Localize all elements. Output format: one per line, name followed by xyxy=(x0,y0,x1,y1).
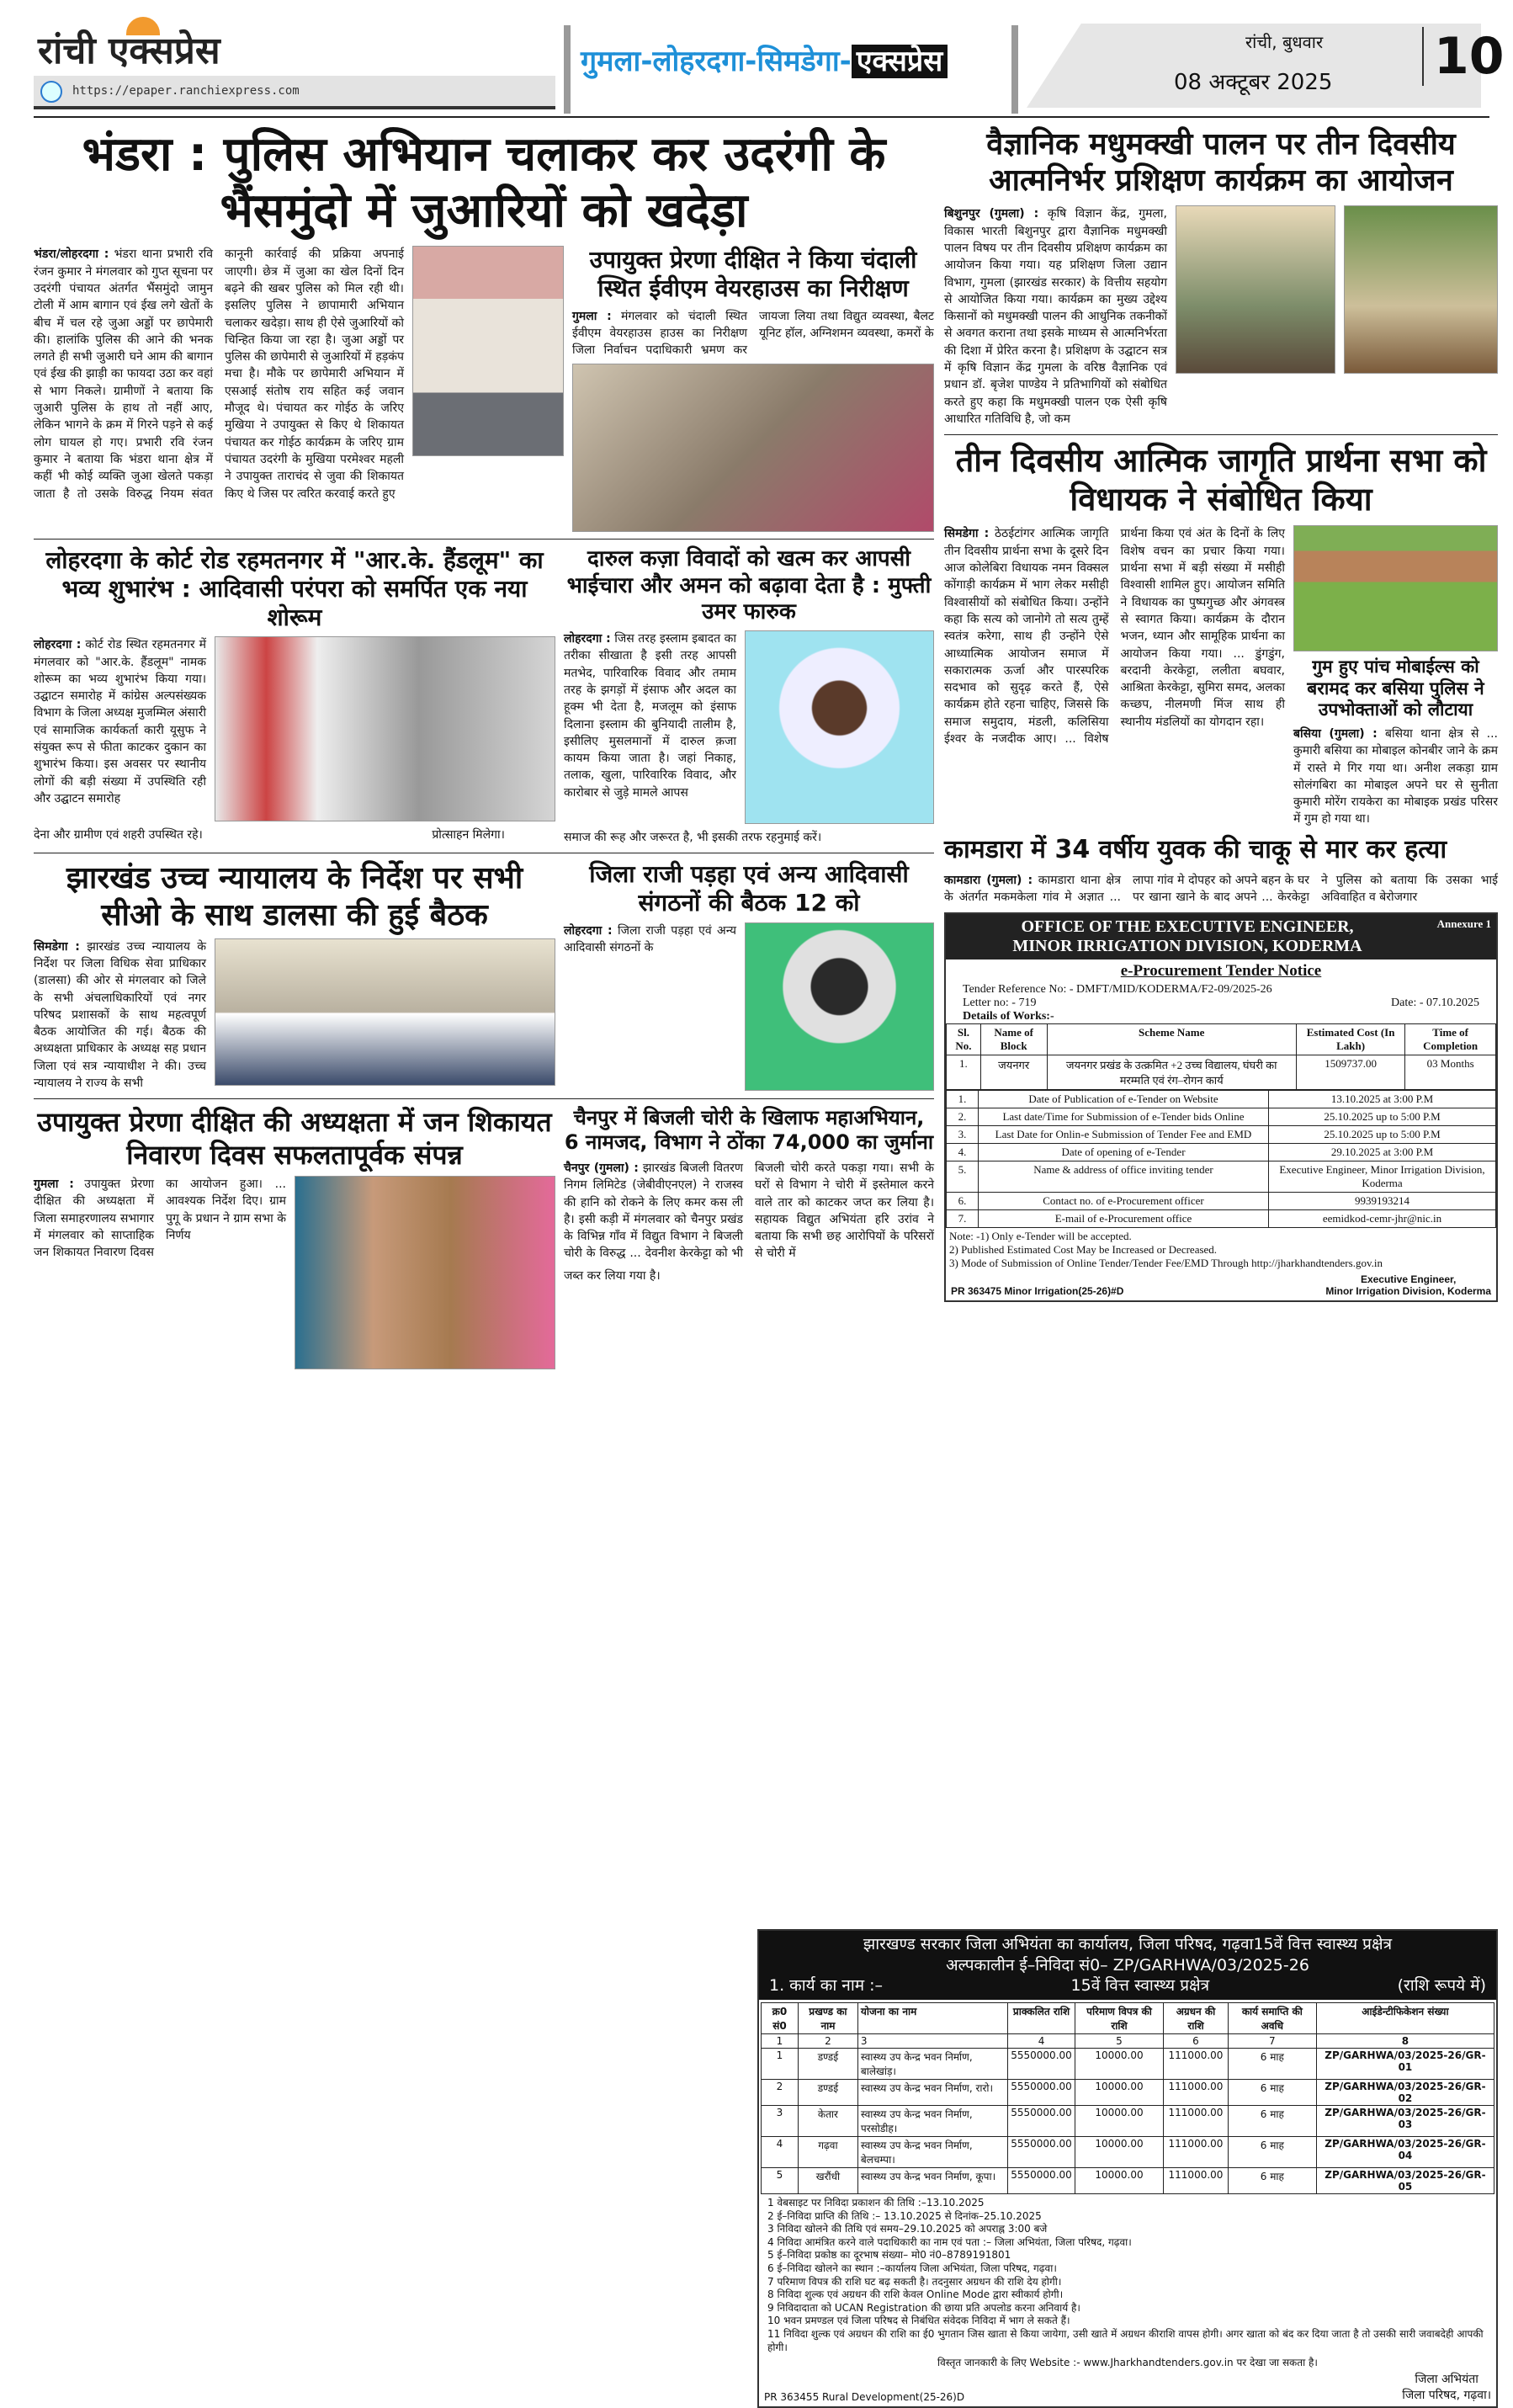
article-body: बसिया थाना क्षेत्र से ... कुमारी बसिया का मोबाइल कोनबीर जाने के क्रम में रास्ते मे गिर गया था। अनीश लकड़ा ग्राम सोलंगबिरा का मोबाइल अपने घर से सुनीता कुमारी मोरेंग रायकेरा का मोबाइक प्रखंड परिसर में गुम हो गया था। xyxy=(1293,726,1498,827)
page-number: 10 xyxy=(1422,27,1505,86)
table-cell: 5550000.00 xyxy=(1008,2168,1075,2194)
schedule-row xyxy=(947,1126,1496,1144)
table-cell: जयनगर प्रखंड के उत्क्रमित +2 उच्च विद्यालय, घंघरी का मरम्मति एवं रंग–रोगन कार्य xyxy=(1047,1055,1296,1090)
table-cell: 4 xyxy=(1008,2034,1075,2049)
dateline: बसिया (गुमला) : xyxy=(1293,726,1378,741)
headline-mobiles: गुम हुए पांच मोबाईल्स को बरामद कर बसिया पुलिस ने उपभोक्ताओं को लौटाया xyxy=(1307,656,1484,720)
annexure-label: Annexure 1 xyxy=(1436,917,1491,931)
tender-ad-garhwa xyxy=(757,1929,1498,2408)
table-cell: 3. xyxy=(947,1126,979,1144)
row-3 xyxy=(34,860,934,1092)
signatory: जिला अभियंता xyxy=(1415,2373,1478,2387)
table-cell: योजना का नाम xyxy=(857,2003,1007,2034)
tender-ad-koderma xyxy=(944,912,1498,1302)
note-line: 9 निविदादाता को UCAN Registration की छाया प्रति अपलोड करना अनिवार्य है। xyxy=(767,2301,1080,2314)
table-cell: 5550000.00 xyxy=(1008,2106,1075,2137)
section-title-dark: एक्सप्रेस xyxy=(852,45,948,78)
table-cell: 2. xyxy=(947,1108,979,1126)
right-column xyxy=(944,126,1498,1302)
table-cell: 1509737.00 xyxy=(1296,1055,1404,1090)
table-cell: 2 xyxy=(798,2034,857,2049)
headline-bhandra: भंडरा : पुलिस अभियान चलाकर कर उदरंगी के भैंसमुंदो में जुआरियों को खदेड़ा xyxy=(82,127,886,239)
row-divider xyxy=(34,539,934,540)
ad-title: OFFICE OF THE EXECUTIVE ENGINEER, xyxy=(1021,917,1354,937)
note-line: 2 ई–निविदा प्राप्ति की तिथि :– 13.10.2025 से दिनांक–25.10.2025 xyxy=(767,2209,1042,2222)
note-line: Note: -1) Only e-Tender will be accepted. xyxy=(949,1230,1132,1243)
article-body: ठेठईटांगर आत्मिक जागृति तीन दिवसीय प्रार्थना सभा के दूसरे दिन आज कोलेबिरा विधायक नमन विक्सल कोंगाड़ी कार्यक्रम में भाग लेकर मसीही विश्वासीयों को संबोधित किया। उन्होंने कहा कि सत्य को जानोगे तो सत्य तुम्हें स्वतंत्र करेगा, साथ ही उन्होंने ऐसे आध्यात्मिक आयोजन समाज में सकारात्मक ऊर्जा और पारस्परिक सदभाव को सुदृढ़ करते हैं, ऐसे कार्यक्रम होते रहना चाहिए, जिससे कि समाज समुदाय, मंडली, कलिसिया ईश्वर के नजदीक आए। ... विशेष प्रार्थना किया एवं अंत के दिनों के लिए विशेष वचन का प्रचार किया गया। प्रार्थना सभा में बड़ी संख्या में मसीही विश्वासी शामिल हुए। आयोजन समिति ने विधायक का पुष्पगुच्छ और अंगवस्त्र से स्वागत किया। कार्यक्रम के दौरान भजन, ध्यान और सामूहिक प्रार्थना का आयोजन किया गया। ... डुंगडुंग, बरदानी केरकेट्टा, ललीता बघवार, आश्रिता केरकेट्टा, सुमिरा समद, अलका कच्छप, नीलमणी मिंज साथ ही स्थानीय मंडलियों का योगदान रहा। xyxy=(944,527,1285,746)
notes xyxy=(759,2197,1496,2354)
article-bees xyxy=(944,205,1498,428)
article-darul-qaza-body xyxy=(564,630,736,801)
city-day: रांची, बुधवार xyxy=(1245,32,1324,52)
website-line[interactable]: विस्तृत जानकारी के लिए Website :- www.Jharkhandtenders.gov.in पर देखा जा सकता है। xyxy=(937,2357,1318,2369)
article-chainpur xyxy=(564,1106,934,1284)
article-chainpur-footer: जब्त कर लिया गया है। xyxy=(564,1268,661,1283)
table-cell: जयनगर xyxy=(980,1055,1047,1090)
table-cell: Executive Engineer, Minor Irrigation Division, Koderma xyxy=(1269,1161,1496,1193)
article-body: जिला राजी पड़हा एवं अन्य आदिवासी संगठनों के xyxy=(564,923,736,954)
table-cell: 25.10.2025 up to 5:00 P.M xyxy=(1269,1126,1496,1144)
table-cell: 10000.00 xyxy=(1075,2106,1163,2137)
dateline: सिमडेगा : xyxy=(944,527,990,541)
ad-header xyxy=(759,1931,1496,2000)
section-title xyxy=(581,40,948,79)
table-cell: स्वास्थ्य उप केन्द्र भवन निर्माण, बालेखांड़। xyxy=(857,2049,1007,2080)
table-row xyxy=(762,2106,1494,2137)
dateline: गुमला : xyxy=(34,1177,74,1192)
table-cell: Estimated Cost (In Lakh) xyxy=(1296,1024,1404,1055)
headline-jan-shikayat: उपायुक्त प्रेरणा दीक्षित की अध्यक्षता में जन शिकायत निवारण दिवस सफलतापूर्वक संपन्न xyxy=(37,1106,552,1171)
pr-number: PR 363475 Minor Irrigation(25-26)#D xyxy=(951,1285,1124,1298)
dateline: लोहरदगा : xyxy=(564,923,613,938)
article-bhandra xyxy=(34,246,564,502)
photo-grievance-hearing xyxy=(295,1176,555,1369)
article-mobiles-body xyxy=(1293,726,1498,828)
note-line: 1 वेबसाइट पर निविदा प्रकाशन की तिथि :–13.10.2025 xyxy=(767,2197,985,2209)
article-body: झारखंड बिजली वितरण निगम लिमिटेड (जेबीवीएनएल) ने राजस्व की हानि को रोकने के लिए कमर कस ली है। इसी कड़ी में मंगलवार को चैनपुर प्रखंड के विभिन्न गाँव में विद्युत विभाग ने बिजली चोरी के विरुद्ध ... देवनीश केरकेट्टा को भी बिजली चोरी करते पकड़ा गया। सभी के घरों से विभाग ने चोरी में इस्तेमाल करने वाले तार को काटकर जप्त कर लिया है। सहायक विद्युत अभियंता हरि उरांव ने बताया कि सभी छह आरोपियों के परिसरों से चोरी में xyxy=(564,1161,934,1261)
article-chainpur-body xyxy=(564,1160,934,1262)
headline-kamdara: कामडारा में 34 वर्षीय युवक की चाकू से मार कर हत्या xyxy=(944,834,1447,864)
table-cell: 111000.00 xyxy=(1164,2106,1229,2137)
work-name: 15वें वित्त स्वास्थ्य प्रक्षेत्र xyxy=(1070,1976,1210,1996)
work-label: 1. कार्य का नाम :– xyxy=(769,1976,884,1996)
article-body: मंगलवार को चंदाली स्थित ईवीएम वेयरहाउस हाउस का निरीक्षण जिला निर्वाचन पदाधिकारी भ्रमण कर जायजा लिया तथा विद्युत व्यवस्था, बैलट यूनिट हॉल, अग्निशमन व्यवस्था, कमरों के xyxy=(572,309,934,358)
note-line: 7 परिमाण विपत्र की राशि घट बढ़ सकती है। तदनुसार अग्रधन की राशि देय होगी। xyxy=(767,2275,1062,2288)
table-cell: 5 xyxy=(762,2168,799,2194)
table-cell: Name & address of office inviting tender xyxy=(979,1161,1269,1193)
photo-procession xyxy=(1293,525,1498,651)
pr-number: PR 363455 Rural Development(25-26)D xyxy=(764,2391,965,2404)
ad-title: झारखण्ड सरकार जिला अभियंता का कार्यालय, जिला परिषद, गढ़वा15वें वित्त स्वास्थ्य प्रक्षेत्र xyxy=(863,1935,1393,1954)
table-cell: 9939193214 xyxy=(1269,1193,1496,1210)
column-number-row xyxy=(762,2034,1494,2049)
table-cell: ZP/GARHWA/03/2025-26/GR-01 xyxy=(1316,2049,1494,2080)
signatory: Executive Engineer, xyxy=(1360,1273,1457,1286)
dateline: कामडारा (गुमला) : xyxy=(944,873,1033,887)
photo-showroom-inauguration xyxy=(215,636,555,821)
dateline: बिशुनपुर (गुमला) : xyxy=(944,207,1039,221)
table-cell: 10000.00 xyxy=(1075,2168,1163,2194)
photo-portrait xyxy=(745,922,934,1091)
row-4 xyxy=(34,1106,934,1369)
table-cell: ZP/GARHWA/03/2025-26/GR-05 xyxy=(1316,2168,1494,2194)
note-line: 8 निविदा शुल्क एवं अग्रधन की राशि केवल Online Mode द्वारा स्वीकार्य होगी। xyxy=(767,2288,1064,2301)
table-cell: 1 xyxy=(762,2034,799,2049)
table-cell: गढ़वा xyxy=(798,2137,857,2168)
photo-mufti-portrait xyxy=(745,630,934,824)
article-prayer-meeting xyxy=(944,525,1498,827)
table-cell: 1. xyxy=(947,1091,979,1108)
photo-evm-inspection xyxy=(572,364,934,532)
table-cell: ZP/GARHWA/03/2025-26/GR-04 xyxy=(1316,2137,1494,2168)
article-body: कोर्ट रोड स्थित रहमतनगर में मंगलवार को "आर.के. हैंडलूम" नामक शोरूम का भव्य शुभारंभ किया गया। उद्घाटन समारोह में कांग्रेस अल्पसंख्यक विभाग के जिला अध्यक्ष मुजम्मिल अंसारी एवं सामाजिक कार्यकर्ता कारी यूसुफ ने संयुक्त रूप से फीता काटकर दुकान का शुभारंभ किया। इस अवसर पर स्थानीय लोगों की बड़ी संख्या में उपस्थिति रही और उद्घाटन समारोह xyxy=(34,638,206,805)
note-line: 5 ई–निविदा प्रकोष्ठ का दूरभाष संख्या– मो0 नं0–8789191801 xyxy=(767,2249,1011,2262)
table-cell: 6 माह xyxy=(1228,2049,1316,2080)
letter-no: Letter no: - 719 xyxy=(963,997,1037,1010)
article-kamdara xyxy=(944,872,1498,906)
schedule-row xyxy=(947,1091,1496,1108)
table-cell: 111000.00 xyxy=(1164,2137,1229,2168)
table-cell: Sl. No. xyxy=(947,1024,981,1055)
table-cell: 3 xyxy=(857,2034,1007,2049)
article-handloom-body xyxy=(34,636,206,807)
epaper-url[interactable]: https://epaper.ranchiexpress.com xyxy=(72,84,300,98)
table-cell: Date of Publication of e-Tender on Website xyxy=(979,1091,1269,1108)
article-evm xyxy=(572,246,934,532)
note-line: 4 निविदा आमंत्रित करने वाले पदाधिकारी का नाम एवं पता :– जिला अभियंता, जिला परिषद, गढ़वा। xyxy=(767,2235,1132,2248)
table-cell: Scheme Name xyxy=(1047,1024,1296,1055)
table-row xyxy=(762,2168,1494,2194)
schedule-row xyxy=(947,1108,1496,1126)
article-dalsa-footer: प्रोत्साहन मिलेगा। xyxy=(432,828,505,843)
table-cell: 5 xyxy=(1075,2034,1163,2049)
table-cell: 6. xyxy=(947,1193,979,1210)
table-cell: 6 xyxy=(1164,2034,1229,2049)
issue-date: 08 अक्टूबर 2025 xyxy=(1174,70,1333,95)
article-mobiles xyxy=(1293,525,1498,827)
table-cell: 6 माह xyxy=(1228,2080,1316,2106)
table-cell: 5. xyxy=(947,1161,979,1193)
dateline: लोहरदगा : xyxy=(34,638,82,652)
table-cell: 5550000.00 xyxy=(1008,2137,1075,2168)
table-cell: स्वास्थ्य उप केन्द्र भवन निर्माण, परसोडीह। xyxy=(857,2106,1007,2137)
table-row xyxy=(762,2137,1494,2168)
reference-no: Tender Reference No: - DMFT/MID/KODERMA/F2-09/2025-26 xyxy=(963,983,1272,997)
table-cell: स्वास्थ्य उप केन्द्र भवन निर्माण, कूपा। xyxy=(857,2168,1007,2194)
article-jan-shikayat-body xyxy=(34,1176,286,1261)
ad-subtitle: अल्पकालीन ई–निविदा सं0– ZP/GARHWA/03/2025-26 xyxy=(946,1955,1309,1975)
note-line: 10 भवन प्रमण्डल एवं जिला परिषद से निबंधित संवेदक निविदा में भाग ले सकते हैं। xyxy=(767,2315,1070,2327)
article-prayer-meeting-body xyxy=(944,525,1285,747)
table-cell: 6 माह xyxy=(1228,2137,1316,2168)
dateline: सिमडेगा : xyxy=(34,939,80,954)
table-cell: 10000.00 xyxy=(1075,2049,1163,2080)
table-cell: 4. xyxy=(947,1144,979,1161)
note-line: 11 निविदा शुल्क एवं अग्रधन की राशि का ई0 भुगतान जिस खाता से किया जायेगा, उसी खाते में अग्रधन कीराशि वापस होगी। अगर खाता को बंद कर दिया जाता है तो उसकी सारी जवाबदेही आपकी होगी। xyxy=(767,2328,1484,2353)
schedule-table xyxy=(946,1090,1496,1228)
headline-dalsa: झारखंड उच्च न्यायालय के निर्देश पर सभी सीओ के साथ डालसा की हुई बैठक xyxy=(66,861,523,933)
headline-darul-qaza: दारुल कज़ा विवादों को खत्म कर आपसी भाईचारा और अमन को बढ़ावा देता है : मुफ्ती उमर फारुक xyxy=(566,546,932,625)
table-cell: 5550000.00 xyxy=(1008,2049,1075,2080)
table-cell: Last date/Time for Submission of e-Tender bids Online xyxy=(979,1108,1269,1126)
article-evm-body xyxy=(572,308,934,359)
table-row xyxy=(947,1055,1496,1090)
schedule-row xyxy=(947,1161,1496,1193)
table-cell: आईडेन्टीफिकेशन संख्या xyxy=(1316,2003,1494,2034)
table-cell: Time of Completion xyxy=(1405,1024,1496,1055)
section-title-main: गुमला-लोहरदगा-सिमडेगा- xyxy=(581,45,852,78)
article-bhandra-body xyxy=(34,246,404,502)
notes xyxy=(946,1228,1496,1272)
table-cell: 3 xyxy=(762,2106,799,2137)
table-cell: क्र0 सं0 xyxy=(762,2003,799,2034)
notice-title: e-Procurement Tender Notice xyxy=(1120,962,1322,981)
article-body: भंडरा थाना प्रभारी रवि रंजन कुमार ने मंगलवार को गुप्त सूचना पर उदरंगी पंचायत अंतर्गत भैंसमुंदो जामुन टोली में आम बागान एवं ईख लगे खेतों के बीच में चल रहे जुआ अड्डों पर छापेमारी की। हालांकि पुलिस की आने की भनक लगते ही सभी जुआरी घने आम की बागान एवं ईख की झाड़ी का फायदा उठा कर वहां से भाग निकले। ग्रामीणों ने बताया कि जुआरी पुलिस के हाथ तो नहीं आए, लेकिन भागने के क्रम में गिरने पड़ने से कई लोग घायल हो गए। प्रभारी रवि रंजन कुमार ने बताया कि भंडरा थाना क्षेत्र में कहीं भी कोई व्यक्ति जुआ खेलते पकड़ा जाता है तो उसके विरुद्ध नियम संवत कानूनी कार्रवाई की प्रक्रिया अपनाई जाएगी। छेत्र में जुआ का खेल दिनों दिन बढ़ने की खबर पुलिस को मिल रही थी। इसलिए पुलिस ने छापामारी अभियान चलाकर खदेड़ा। साथ ही ऐसे जुआरियों को चिन्हित किया जा रहा है। जुआ अड्डों पर पुलिस की छापेमारी से जुआरियों में हड़कंप मचा है। मौके पर छापेमारी अभियान में एसआई संतोष राय सहित कई जवान मौजूद थे। पंचायत कर गोईठ के जरिए मुखिया ने उपायुक्त से किए थे शिकायत पंचायत कर गोईठ कार्यक्रम के जरिए ग्राम पंचायत उदरंगी के मुखिया परमेश्वर महली ने उपायुक्त ताराचंद से जुवा की शिकायत किए थे जिस पर त्वरित करवाई करते हुए xyxy=(34,247,404,501)
table-cell: परिमाण विपत्र की राशि xyxy=(1075,2003,1163,2034)
article-dalsa xyxy=(34,860,555,1092)
article-body: कामडारा थाना क्षेत्र के अंतर्गत मकमकेला गांव मे अज्ञात ... लापा गांव मे दोपहर को अपने बहन के घर पर खाना खाने के बाद अपने ... केरकेट्टा ने पुलिस को बताया कि उसका भाई अविवाहित व बेरोजगार xyxy=(944,873,1498,905)
table-cell: 2 xyxy=(762,2080,799,2106)
table-cell: 1. xyxy=(947,1055,981,1090)
table-cell: प्राक्कलित राशि xyxy=(1008,2003,1075,2034)
table-cell: स्वास्थ्य उप केन्द्र भवन निर्माण, रारो। xyxy=(857,2080,1007,2106)
row-2 xyxy=(34,546,934,846)
table-cell: 1 xyxy=(762,2049,799,2080)
note-line: 2) Published Estimated Cost May be Increased or Decreased. xyxy=(949,1243,1218,1257)
hand-pointer-icon xyxy=(40,81,62,103)
note-line: 3) Mode of Submission of Online Tender/Tender Fee/EMD Through http://jharkhandtenders.gov.in xyxy=(949,1257,1383,1270)
headline-bees: वैज्ञानिक मधुमक्खी पालन पर तीन दिवसीय आत्मनिर्भर प्रशिक्षण कार्यक्रम का आयोजन xyxy=(986,127,1456,199)
headline-evm: उपायुक्त प्रेरणा दीक्षित ने किया चंदाली स्थित ईवीएम वेयरहाउस का निरीक्षण xyxy=(589,246,917,302)
table-cell: कार्य समाप्ति की अवधि xyxy=(1228,2003,1316,2034)
headline-handloom: लोहरदगा के कोर्ट रोड रहमतनगर में "आर.के. हैंडलूम" का भव्य शुभारंभ : आदिवासी परंपरा को समर्पित एक नया शोरूम xyxy=(45,546,544,631)
table-cell: E-mail of e-Procurement office xyxy=(979,1210,1269,1228)
table-cell: 6 माह xyxy=(1228,2168,1316,2194)
table-cell: खरौंधी xyxy=(798,2168,857,2194)
ad-header xyxy=(946,914,1496,959)
article-bees-body xyxy=(944,205,1167,428)
table-cell: 29.10.2025 at 3:00 P.M xyxy=(1269,1144,1496,1161)
photo-dalsa-meeting xyxy=(215,938,555,1086)
row-1 xyxy=(34,246,934,532)
article-raji-padha-body xyxy=(564,922,736,957)
schedule-row xyxy=(947,1210,1496,1228)
article-body: कृषि विज्ञान केंद्र, गुमला, विकास भारती बिशुनपुर द्वारा वैज्ञानिक मधुमक्खी पालन विषय पर तीन दिवसीय प्रशिक्षण कार्यक्रम का आयोजन किया गया। यह प्रशिक्षण जिला उद्यान विभाग, गुमला (झारखंड सरकार) के वित्तीय सहयोग से आयोजित किया गया। कार्यक्रम का मुख्य उद्देश्य किसानों को मधुमक्खी पालन की आधुनिक तकनीकों से अवगत कराना तथा इसके माध्यम से आत्मनिर्भरता की दिशा में प्रेरित करना है। प्रशिक्षण के उद्घाटन सत्र में कृषि विज्ञान केंद्र गुमला के वरिष्ठ वैज्ञानिक एवं प्रधान डॉ. बृजेश पाण्डेय ने प्रतिभागियों को संबोधित करते हुए कहा कि मधुमक्खी पालन एक ऐसी कृषि आधारित गतिविधि है, जो कम xyxy=(944,207,1167,426)
headline-prayer-meeting: तीन दिवसीय आत्मिक जागृति प्रार्थना सभा को विधायक ने संबोधित किया xyxy=(955,442,1487,518)
photo-police-station xyxy=(412,246,564,456)
article-jan-shikayat xyxy=(34,1106,555,1369)
article-dalsa-body xyxy=(34,938,206,1092)
schedule-row xyxy=(947,1144,1496,1161)
article-handloom xyxy=(34,546,555,843)
row-divider xyxy=(944,434,1498,435)
amount-unit: (राशि रूपये में) xyxy=(1397,1976,1486,1996)
details-label: Details of Works:- xyxy=(963,1010,1054,1023)
table-cell: स्वास्थ्य उप केन्द्र भवन निर्माण, बेलचम्पा। xyxy=(857,2137,1007,2168)
table-row xyxy=(762,2049,1494,2080)
ad-title: MINOR IRRIGATION DIVISION, KODERMA xyxy=(1012,937,1362,956)
article-darul-footer: समाज की रूह और जरूरत है, भी इसकी तरफ रहनुमाई करें। xyxy=(564,831,822,845)
table-header-row xyxy=(947,1024,1496,1055)
table-cell: प्रखण्ड का नाम xyxy=(798,2003,857,2034)
table-cell: 111000.00 xyxy=(1164,2049,1229,2080)
note-line: 3 निविदा खोलने की तिथि एवं समय–29.10.2025 को अपराह्न 3:00 बजे xyxy=(767,2223,1048,2235)
table-cell: 03 Months xyxy=(1405,1055,1496,1090)
table-cell: 4 xyxy=(762,2137,799,2168)
row-divider xyxy=(34,1098,934,1099)
table-cell: ZP/GARHWA/03/2025-26/GR-03 xyxy=(1316,2106,1494,2137)
table-cell: केतार xyxy=(798,2106,857,2137)
table-cell: Name of Block xyxy=(980,1024,1047,1055)
dateline: गुमला : xyxy=(572,309,612,323)
photo-training-room xyxy=(1176,205,1335,374)
table-cell: eemidkod-cemr-jhr@nic.in xyxy=(1269,1210,1496,1228)
headline-raji-padha: जिला राजी पड़हा एवं अन्य आदिवासी संगठनों की बैठक 12 को xyxy=(589,860,909,917)
table-cell: 7. xyxy=(947,1210,979,1228)
dateline: चैनपुर (गुमला) : xyxy=(564,1161,639,1175)
signatory: Minor Irrigation Division, Koderma xyxy=(1325,1285,1491,1298)
newspaper-logo: रांची एक्सप्रेस xyxy=(38,29,220,72)
table-cell: 7 xyxy=(1228,2034,1316,2049)
table-cell: Date of opening of e-Tender xyxy=(979,1144,1269,1161)
left-column xyxy=(34,126,934,1369)
dateline: भंडरा/लोहरदगा : xyxy=(34,247,109,262)
article-body: उपायुक्त प्रेरणा दीक्षित की अध्यक्षता में जिला समाहरणालय सभागार में मंगलवार को साप्ताहिक जन शिकायत निवारण दिवस का आयोजन हुआ। ... आवश्यक निर्देश दिए। ग्राम पुगू के प्रधान ने ग्राम सभा के निर्णय xyxy=(34,1177,286,1260)
article-raji-padha xyxy=(564,860,934,1090)
table-cell: 8 xyxy=(1316,2034,1494,2049)
table-row xyxy=(762,2080,1494,2106)
note-line: 6 ई–निविदा खोलने का स्थान :–कार्यालय जिला अभियंता, जिला परिषद, गढ़वा। xyxy=(767,2262,1057,2275)
article-handloom-footer: देना और ग्रामीण एवं शहरी उपस्थित रहे। xyxy=(34,828,203,843)
table-cell: Last Date for Onlin-e Submission of Tender Fee and EMD xyxy=(979,1126,1269,1144)
signatory: जिला परिषद, गढ़वा। xyxy=(1402,2389,1491,2403)
table-cell: ZP/GARHWA/03/2025-26/GR-02 xyxy=(1316,2080,1494,2106)
table-cell: अग्रधन की राशि xyxy=(1164,2003,1229,2034)
works-table xyxy=(946,1023,1496,1090)
masthead-divider xyxy=(34,116,1489,118)
photo-training-participants xyxy=(1344,205,1498,374)
table-cell: 10000.00 xyxy=(1075,2080,1163,2106)
table-cell: 111000.00 xyxy=(1164,2168,1229,2194)
table-header-row xyxy=(762,2003,1494,2034)
table-cell: 5550000.00 xyxy=(1008,2080,1075,2106)
table-cell: 10000.00 xyxy=(1075,2137,1163,2168)
table-cell: डण्डई xyxy=(798,2080,857,2106)
table-cell: डण्डई xyxy=(798,2049,857,2080)
table-cell: 25.10.2025 up to 5:00 P.M xyxy=(1269,1108,1496,1126)
table-cell: Contact no. of e-Procurement officer xyxy=(979,1193,1269,1210)
garhwa-table xyxy=(761,2002,1494,2194)
table-cell: 6 माह xyxy=(1228,2106,1316,2137)
article-darul-qaza xyxy=(564,546,934,846)
ad-date: Date: - 07.10.2025 xyxy=(1391,997,1479,1010)
headline-chainpur: चैनपुर में बिजली चोरी के खिलाफ महाअभियान, 6 नामजद, विभाग ने ठोंका 74,000 का जुर्माना xyxy=(564,1106,934,1155)
schedule-row xyxy=(947,1193,1496,1210)
article-body: झारखंड उच्च न्यायालय के निर्देश पर जिला विधिक सेवा प्राधिकार (डालसा) की ओर से मंगलवार को जिले के सभी अंचलाधिकारियों एवं नगर परिषद प्रशासकों के साथ महत्वपूर्ण बैठक आयोजित की गई। बैठक की अध्यक्षता प्राधिकार के अध्यक्ष सह प्रधान जिला एवं सत्र न्यायाधीश ने की। उच्च न्यायालय ने राज्य के सभी xyxy=(34,939,207,1091)
table-cell: 111000.00 xyxy=(1164,2080,1229,2106)
dateline: लोहरदगा : xyxy=(564,632,611,646)
table-cell: 13.10.2025 at 3:00 P.M xyxy=(1269,1091,1496,1108)
article-body: जिस तरह इस्लाम इबादत का तरीका सीखाता है इसी तरह आपसी मतभेद, पारिवारिक विवाद और तमाम तरह के झगड़ों में इंसाफ और अदल का हूक्म भी देता है, मजलूम को इंसाफ दिलाना इस्लाम की बुनियादी तालीम है, इसीलिए मुसलमानों में दारुल क़जा कायम किया जाता है। जहां निकाह, तलाक, खुला, पारिवारिक विवाद, और कारोबार से जुड़े मामले आपस xyxy=(564,632,736,800)
